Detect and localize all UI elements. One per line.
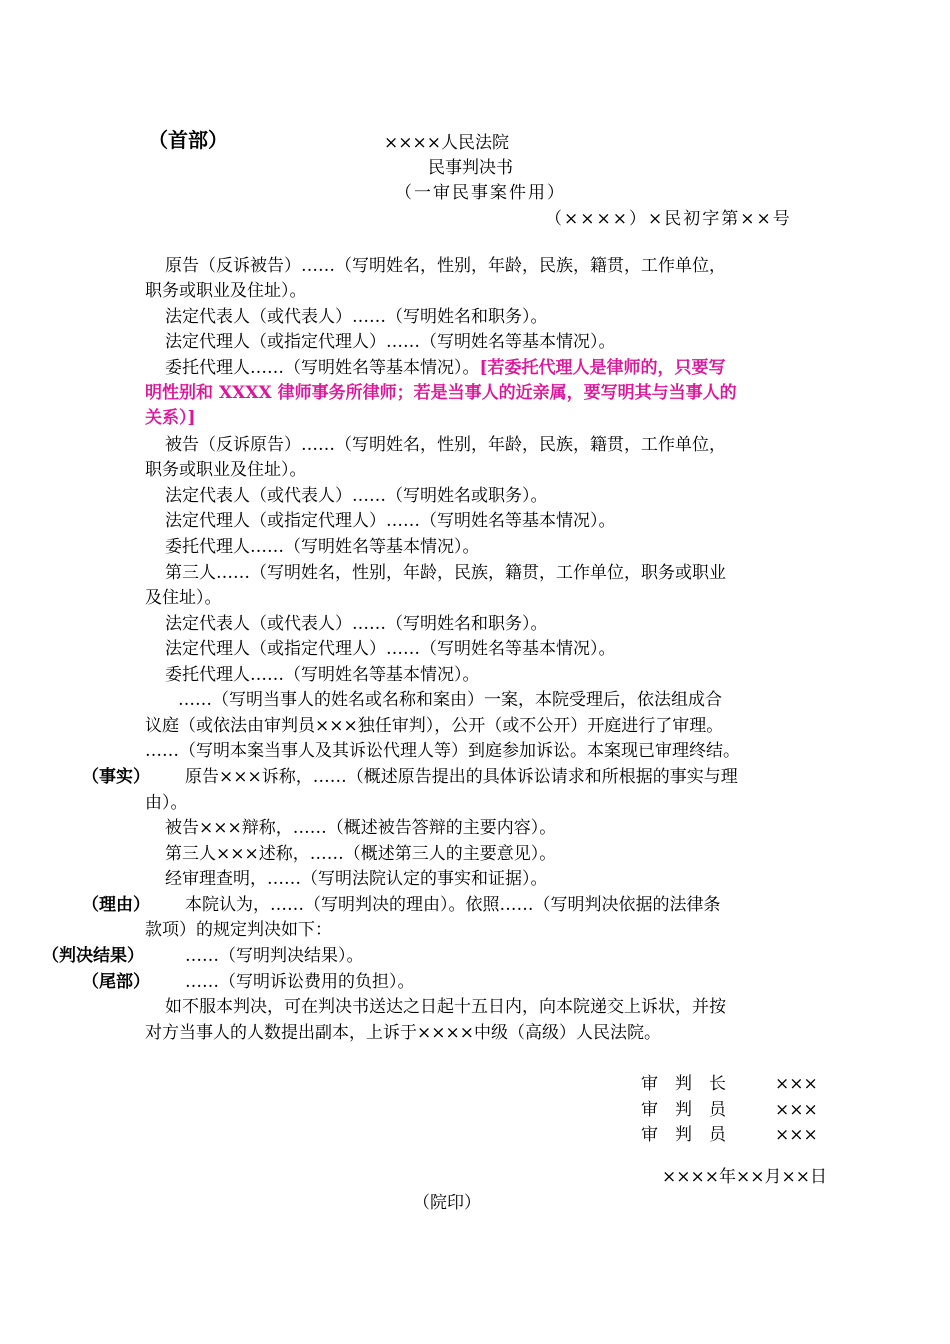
facts-line-5: 经审理查明，……（写明法院认定的事实和证据）。: [165, 869, 548, 889]
plaintiff-entrusted-agent: [165, 356, 726, 381]
entrusted-agent-text: 委托代理人……（写明姓名等基本情况）。: [165, 358, 480, 378]
plaintiff-line-2: 职务或职业及住址）。: [145, 281, 307, 301]
reason-line-1: 本院认为，……（写明判决的理由）。依照……（写明判决依据的法律条: [185, 895, 721, 915]
signature-role: 审 判 员: [641, 1125, 726, 1145]
case-intro-line-3: ……（写明本案当事人及其诉讼代理人等）到庭参加诉讼。本案现已审理终结。: [145, 741, 740, 761]
section-label-reason: （理由）: [82, 895, 150, 915]
signature-role: 审 判 长: [641, 1074, 726, 1094]
defendant-statutory-agent: 法定代理人（或指定代理人）……（写明姓名等基本情况）。: [165, 511, 616, 531]
third-party-statutory-agent: 法定代理人（或指定代理人）……（写明姓名等基本情况）。: [165, 639, 616, 659]
third-party-entrusted-agent: 委托代理人……（写明姓名等基本情况）。: [165, 665, 480, 685]
lawyer-note-3: 关系）]: [145, 408, 196, 428]
appeal-line-2: 对方当事人的人数提出副本，上诉于××××中级（高级）人民法院。: [145, 1023, 661, 1043]
document-title: 民事判决书: [428, 158, 513, 178]
document-subtitle: （一审民事案件用）: [395, 183, 566, 203]
third-party-line-2: 及住址）。: [145, 588, 222, 608]
case-intro-line-1: ……（写明当事人的姓名或名称和案由）一案，本院受理后，依法组成合: [178, 690, 722, 710]
judgment-date: ××××年××月××日: [662, 1167, 827, 1187]
section-label-tail: （尾部）: [82, 972, 150, 992]
section-label-header: （首部）: [148, 128, 228, 152]
defendant-line-2: 职务或职业及住址）。: [145, 460, 307, 480]
result-line-1: ……（写明判决结果）。: [185, 946, 364, 966]
facts-line-3: 被告×××辩称，……（概述被告答辩的主要内容）。: [165, 818, 557, 838]
defendant-legal-rep: 法定代表人（或代表人）……（写明姓名或职务）。: [165, 486, 548, 506]
signature-name: ×××: [775, 1125, 818, 1145]
defendant-entrusted-agent: 委托代理人……（写明姓名等基本情况）。: [165, 537, 480, 557]
facts-line-4: 第三人×××述称，……（概述第三人的主要意见）。: [165, 844, 557, 864]
third-party-legal-rep: 法定代表人（或代表人）……（写明姓名和职务）。: [165, 614, 548, 634]
plaintiff-line-1: 原告（反诉被告）……（写明姓名，性别，年龄，民族，籍贯，工作单位，: [165, 256, 726, 276]
lawyer-note-2: 明性别和 XXXX 律师事务所律师；若是当事人的近亲属，要写明其与当事人的: [145, 383, 737, 403]
lawyer-note-1: [若委托代理人是律师的，只要写: [479, 358, 726, 378]
case-intro-line-2: 议庭（或依法由审判员×××独任审判），公开（或不公开）开庭进行了审理。: [145, 716, 724, 736]
court-seal: （院印）: [413, 1193, 481, 1213]
plaintiff-statutory-agent: 法定代理人（或指定代理人）……（写明姓名等基本情况）。: [165, 332, 616, 352]
court-name: ××××人民法院: [384, 133, 509, 153]
tail-line-1: ……（写明诉讼费用的负担）。: [185, 972, 415, 992]
signature-name: ×××: [775, 1100, 818, 1120]
signature-name: ×××: [775, 1074, 818, 1094]
facts-line-1: 原告×××诉称，……（概述原告提出的具体诉讼请求和所根据的事实与理: [185, 767, 738, 787]
reason-line-2: 款项）的规定判决如下：: [145, 920, 332, 940]
third-party-line-1: 第三人……（写明姓名，性别，年龄，民族，籍贯，工作单位，职务或职业: [165, 563, 726, 583]
case-number: （××××）×民初字第××号: [545, 209, 792, 229]
signature-role: 审 判 员: [641, 1100, 726, 1120]
section-label-facts: （事实）: [82, 767, 150, 787]
appeal-line-1: 如不服本判决，可在判决书送达之日起十五日内，向本院递交上诉状，并按: [165, 997, 726, 1017]
defendant-line-1: 被告（反诉原告）……（写明姓名，性别，年龄，民族，籍贯，工作单位，: [165, 435, 726, 455]
plaintiff-legal-rep: 法定代表人（或代表人）……（写明姓名和职务）。: [165, 307, 548, 327]
facts-line-2: 由）。: [145, 793, 188, 813]
section-label-result: （判决结果）: [42, 946, 144, 966]
